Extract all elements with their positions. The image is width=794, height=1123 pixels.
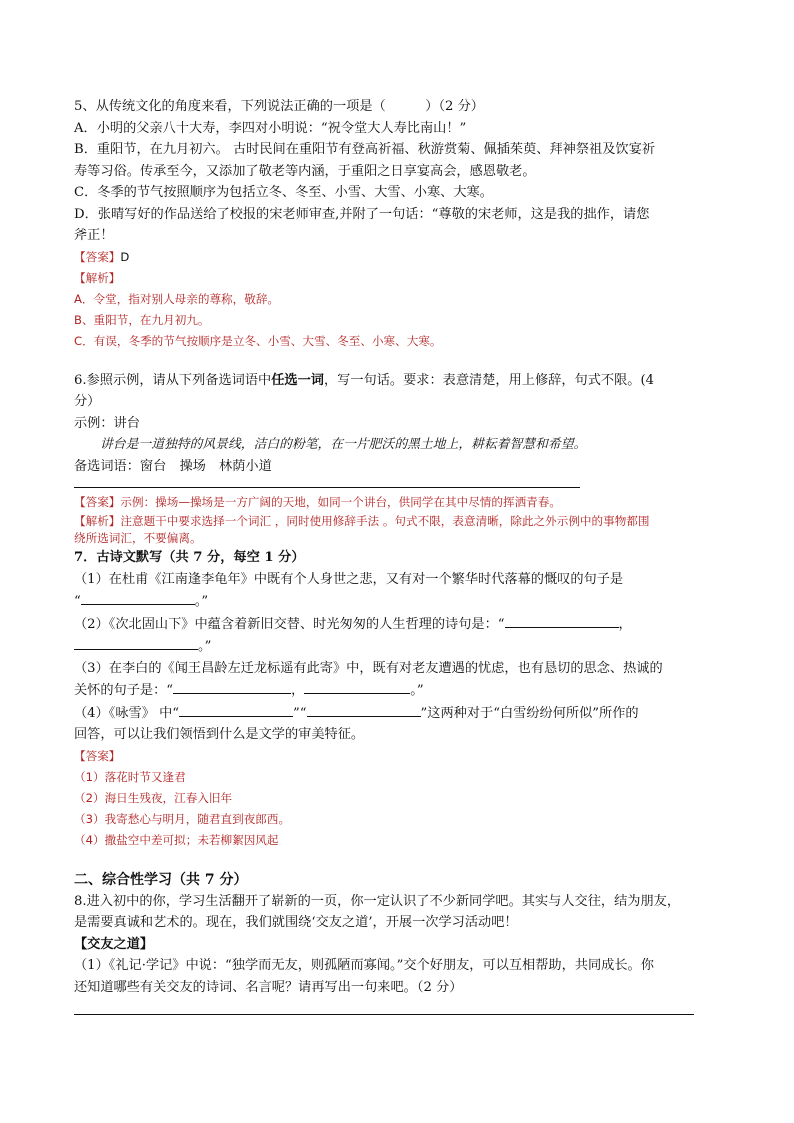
quote-open: “ xyxy=(74,594,81,609)
q7-s1-line1: （1）在杜甫《江南逢李龟年》中既有个人身世之悲，又有对一个繁华时代落幕的慨叹的句子是 xyxy=(74,571,624,587)
part2-subtitle: 【交友之道】 xyxy=(74,936,154,952)
q5-stem: 5、从传统文化的角度来看，下列说法正确的一项是（ ）（2 分） xyxy=(74,99,484,114)
q6-stem xyxy=(74,370,724,392)
q7-s2-text: （2）《次北固山下》中蕴含着新旧交替、时光匆匆的人生哲理的诗句是：“ xyxy=(74,616,505,632)
q6-analysis-line1 xyxy=(74,513,724,530)
quote-close: 。” xyxy=(410,683,424,698)
q6-answer-text: 示例：操场—操场是一方广阔的天地，如同一个讲台，供同学在其中尽情的挥洒青春。 xyxy=(120,495,561,509)
q7-s1-line2 xyxy=(74,590,724,613)
q7-s3-line1: （3）在李白的《闻王昌龄左迁龙标遥有此寄》中，既有对老友遭遇的忧虑，也有恳切的思念、热诚的 xyxy=(74,660,663,676)
q7-s4-line2: 回答，可以让我们领悟到什么是文学的审美特征。 xyxy=(74,727,365,742)
q6-stem-pre: 6.参照示例，请从下列备选词语中 xyxy=(74,372,272,388)
quote-close: 。” xyxy=(198,639,212,654)
answer-tag: 【答案】 xyxy=(74,249,121,264)
q6-example-text: 讲台是一道独特的风景线，洁白的粉笔，在一片肥沃的黑土地上，耕耘着智慧和希望。 xyxy=(100,437,587,452)
q5-option-b-line2: 寿等习俗。传承至今，又添加了敬老等内涵，于重阳之日享宴高会，感恩敬老。 xyxy=(74,163,536,179)
q5-answer-value: D xyxy=(120,249,130,264)
q7-s2-line1 xyxy=(74,613,724,636)
q7-s3-line2 xyxy=(74,679,724,702)
part2-para-line2: 是需要真诚和艺术的。现在，我们就围绕‘交友之道’，开展一次学习活动吧！ xyxy=(74,915,518,930)
q6-stem-line2: 分） xyxy=(74,394,101,409)
q6-stem-bold: 任选一词 xyxy=(271,372,324,388)
q5-option-c: C．冬季的节气按照顺序为包括立冬、冬至、小雪、大雪、小寒、大寒。 xyxy=(74,185,493,200)
q7-s4-blank1[interactable] xyxy=(179,702,293,717)
part2-q1-line1: （1）《礼记·学记》中说：“独学而无友，则孤陋而寡闻。”交个好朋友，可以互相帮助，共同成长。你 xyxy=(74,958,654,973)
q5-analysis-tag: 【解析】 xyxy=(74,270,121,285)
q7-title: 7．古诗文默写（共 7 分，每空 1 分） xyxy=(74,550,305,565)
comma: ， xyxy=(291,683,305,698)
q7-s2-line2 xyxy=(74,635,724,658)
part2-q1-line2: 还知道哪些有关交友的诗词、名言呢？请再写出一句来吧。（2 分） xyxy=(74,979,463,995)
q5-option-a: A．小明的父亲八十大寿，李四对小明说：“祝令堂大人寿比南山！” xyxy=(74,120,467,136)
q6-answer xyxy=(74,492,724,513)
q5-answer xyxy=(74,247,724,268)
q5-analysis-b: B、重阳节，在九月初九。 xyxy=(74,312,210,327)
q5-analysis-c: C．有误，冬季的节气按顺序是立冬、小雪、大雪、冬至、小寒、大寒。 xyxy=(74,333,442,348)
q6-options: 备选词语：窗台 操场 林荫小道 xyxy=(74,458,272,474)
q7-answer-1: （1）落花时节又逢君 xyxy=(74,769,186,784)
answer-tag: 【答案】 xyxy=(74,495,121,509)
q7-s2-blank1[interactable] xyxy=(505,613,619,628)
quote-close: 。” xyxy=(194,594,209,609)
q6-stem-post: ，写一句话。要求：表意清楚，用上修辞，句式不限。(4 xyxy=(323,372,655,388)
part2-answer-line[interactable] xyxy=(74,1014,694,1015)
part2-title: 二、综合性学习（共 7 分） xyxy=(74,871,248,888)
q7-s3-blank2[interactable] xyxy=(304,679,410,694)
q5-option-b-line1: B．重阳节，在九月初六。 古时民间在重阳节有登高祈福、秋游赏菊、佩插茱萸、拜神祭祖及饮宴祈 xyxy=(74,142,655,157)
q7-s3-blank1[interactable] xyxy=(173,679,291,694)
q6-analysis-line2: 绕所选词汇，不要偏离。 xyxy=(74,531,202,545)
q7-s4-blank2[interactable] xyxy=(307,702,421,717)
q6-answer-line[interactable] xyxy=(74,487,580,488)
q7-s2-blank2[interactable] xyxy=(74,635,198,650)
q7-s1-blank[interactable] xyxy=(81,590,195,605)
q7-answer-2: （2）海日生残夜，江春入旧年 xyxy=(74,790,233,805)
q7-s4-pre: （4）《咏雪》 中“ xyxy=(74,705,180,721)
part2-para-line1: 8.进入初中的你，学习生活翻开了崭新的一页，你一定认识了不少新同学吧。其实与人交往，结为朋友， xyxy=(74,893,681,909)
q6-example-label: 示例：讲台 xyxy=(74,415,140,431)
comma: ， xyxy=(618,616,632,632)
q5-option-d-line1: D．张晴写好的作品送给了校报的宋老师审查,并附了一句话：“尊敬的宋老师，这是我的拙作，请您 xyxy=(74,206,650,222)
q7-s4-mid: ”“ xyxy=(293,705,307,721)
q7-answer-4: （4）撒盐空中差可拟；未若柳絮因风起 xyxy=(74,832,279,847)
q7-answer-tag: 【答案】 xyxy=(74,748,121,763)
q5-analysis-a: A．令堂，指对别人母亲的尊称，敬辞。 xyxy=(74,291,280,306)
q7-s4-post: ”这两种对于“白雪纷纷何所似”所作的 xyxy=(420,705,639,721)
q7-s4-line1 xyxy=(74,702,724,725)
q7-answer-3: （3）我寄愁心与明月，随君直到夜郎西。 xyxy=(74,811,291,826)
q5-option-d-line2: 斧正！ xyxy=(74,228,114,243)
q7-s3-text: 关怀的句子是：“ xyxy=(74,683,174,698)
q6-analysis-text1: 注意题干中要求选择一个词汇 ，同时使用修辞手法 。句式不限，表意清晰，除此之外示例中的事物都围 xyxy=(120,514,650,528)
analysis-tag: 【解析】 xyxy=(74,514,121,528)
